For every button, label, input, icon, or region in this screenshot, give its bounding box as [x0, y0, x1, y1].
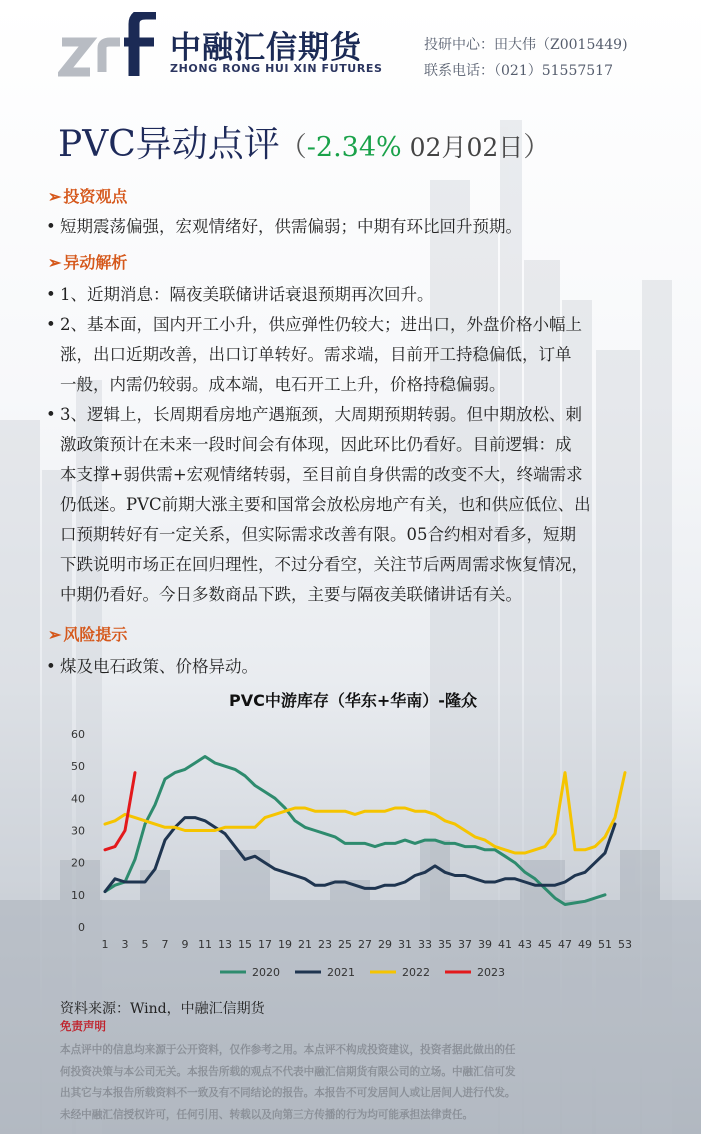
analysis-text: 一般，内需仍较弱。成本端，电石开工上升，价格持稳偏弱。 — [60, 375, 506, 394]
x-tick-label: 5 — [141, 938, 149, 951]
y-tick-label: 0 — [78, 921, 85, 934]
x-tick-label: 41 — [498, 938, 512, 951]
analysis-text: 下跌说明市场正在回归理性，不过分看空，关注节后两周需求恢复情况， — [60, 555, 588, 574]
chart-svg — [60, 684, 650, 989]
x-tick-label: 17 — [258, 938, 272, 951]
x-tick-label: 27 — [358, 938, 372, 951]
analysis-text: 本支撑+弱供需+宏观情绪转弱，至目前自身供需的改变不大，终端需求 — [60, 465, 583, 484]
chart-title: PVC中游库存（华东+华南）-隆众 — [229, 691, 477, 710]
logo-chinese-name: 中融汇信期货 — [170, 30, 362, 66]
section-heading: 风险提示 — [63, 625, 128, 644]
x-tick-label: 11 — [198, 938, 212, 951]
analysis-item-3 — [46, 400, 666, 610]
x-tick-label: 13 — [218, 938, 232, 951]
view-paragraph — [46, 212, 666, 242]
x-tick-label: 47 — [558, 938, 572, 951]
arrow-icon: ➢ — [48, 187, 62, 206]
x-tick-label: 49 — [578, 938, 592, 951]
disclaimer-line: 本点评中的信息均来源于公开资料，仅作参考之用。本点评不构成投资建议，投资者据此做出的任 — [60, 1044, 516, 1056]
y-tick-label: 30 — [71, 824, 85, 838]
x-tick-label: 35 — [438, 938, 452, 951]
disclaimer-line: 出其它与本报告所载资料不一致及有不同结论的报告。本报告不可发居间人或让居间人进行代发。 — [60, 1087, 516, 1099]
bullet-icon: • — [46, 217, 56, 236]
zrhx-logo-icon — [58, 12, 168, 82]
x-tick-label: 39 — [478, 938, 492, 951]
analysis-item-2 — [46, 310, 666, 400]
x-tick-label: 31 — [398, 938, 412, 951]
title-change-percent: -2.34% — [306, 132, 402, 163]
analysis-text: 3、逻辑上，长周期看房地产遇瓶颈，大周期预期转弱。但中期放松、刺 — [60, 405, 582, 424]
analyst-contact: 投研中心：田大伟（Z0015449) — [424, 37, 628, 53]
x-tick-label: 19 — [278, 938, 292, 951]
x-tick-label: 9 — [181, 938, 189, 951]
section-risk — [48, 622, 127, 645]
series-line-2023 — [105, 773, 135, 850]
disclaimer-text — [60, 1040, 640, 1126]
arrow-icon: ➢ — [48, 625, 62, 644]
analysis-text: 中期仍看好。今日多数商品下跌，主要与隔夜美联储讲话有关。 — [60, 585, 522, 604]
x-tick-label: 37 — [458, 938, 472, 951]
phone-contact: 联系电话：（021）51557517 — [424, 63, 613, 79]
y-tick-label: 50 — [71, 760, 85, 774]
title-main: PVC异动点评 — [58, 124, 280, 165]
analysis-text: 口预期转好有一定关系，但实际需求改善有限。05合约相对看多，短期 — [60, 525, 576, 544]
x-tick-label: 51 — [598, 938, 612, 951]
y-tick-label: 10 — [71, 888, 85, 902]
x-tick-label: 53 — [618, 938, 632, 951]
disclaimer-line: 未经中融汇信授权许可，任何引用、转载以及向第三方传播的行为均可能承担法律责任。 — [60, 1108, 474, 1121]
legend-label-2022: 2022 — [402, 966, 430, 979]
inventory-chart — [60, 684, 650, 989]
x-tick-label: 21 — [298, 938, 312, 951]
risk-paragraph — [46, 652, 666, 682]
section-heading: 投资观点 — [63, 187, 128, 206]
company-logo — [58, 12, 383, 82]
analysis-text: 1、近期消息：隔夜美联储讲话衰退预期再次回升。 — [60, 285, 434, 304]
x-tick-label: 29 — [378, 938, 392, 951]
risk-text: 煤及电石政策、价格异动。 — [60, 657, 258, 676]
analysis-text: 涨，出口近期改善，出口订单转好。需求端，目前开工持稳偏低，订单 — [60, 345, 572, 364]
bullet-icon: • — [46, 405, 56, 424]
section-analysis — [48, 250, 127, 273]
disclaimer-line: 何投资决策与本公司无关。本报告所载的观点不代表中融汇信期货有限公司的立场。中融汇信可发 — [60, 1065, 516, 1078]
x-tick-label: 3 — [121, 938, 129, 951]
bullet-icon: • — [46, 657, 56, 676]
section-heading: 异动解析 — [63, 253, 128, 272]
title-open-paren: （ — [279, 132, 307, 163]
title-date: 02月02日 — [401, 133, 524, 162]
analysis-text: 激政策预计在未来一段时间会有体现，因此环比仍看好。目前逻辑：成 — [60, 435, 572, 454]
y-tick-label: 60 — [71, 728, 85, 741]
title-close-paren: ） — [523, 132, 551, 163]
x-tick-label: 7 — [161, 938, 169, 951]
x-tick-label: 1 — [101, 938, 109, 951]
x-tick-label: 43 — [518, 938, 532, 951]
analysis-text: 仍低迷。PVC前期大涨主要和国常会放松房地产有关，也和供应低位、出 — [60, 495, 591, 514]
page-title — [58, 116, 550, 167]
contact-info — [424, 32, 628, 84]
disclaimer-title: 免责声明 — [60, 1019, 106, 1033]
legend-label-2023: 2023 — [477, 966, 505, 979]
x-tick-label: 25 — [338, 938, 352, 951]
series-line-2022 — [105, 773, 625, 853]
legend-label-2021: 2021 — [327, 966, 355, 979]
section-investment-view — [48, 184, 127, 207]
y-tick-label: 40 — [71, 792, 85, 806]
x-tick-label: 23 — [318, 938, 332, 951]
view-text: 短期震荡偏强，宏观情绪好，供需偏弱；中期有环比回升预期。 — [60, 217, 522, 236]
legend-label-2020: 2020 — [252, 966, 280, 979]
x-tick-label: 45 — [538, 938, 552, 951]
logo-english-name: ZHONG RONG HUI XIN FUTURES — [170, 62, 383, 75]
x-tick-label: 15 — [238, 938, 252, 951]
analysis-item-1 — [46, 280, 666, 310]
x-tick-label: 33 — [418, 938, 432, 951]
analysis-text: 2、基本面，国内开工小升，供应弹性仍较大；进出口，外盘价格小幅上 — [60, 315, 582, 334]
bullet-icon: • — [46, 315, 56, 334]
y-tick-label: 20 — [71, 856, 85, 870]
bullet-icon: • — [46, 285, 56, 304]
data-source: 资料来源：Wind，中融汇信期货 — [60, 1001, 265, 1017]
arrow-icon: ➢ — [48, 253, 62, 272]
